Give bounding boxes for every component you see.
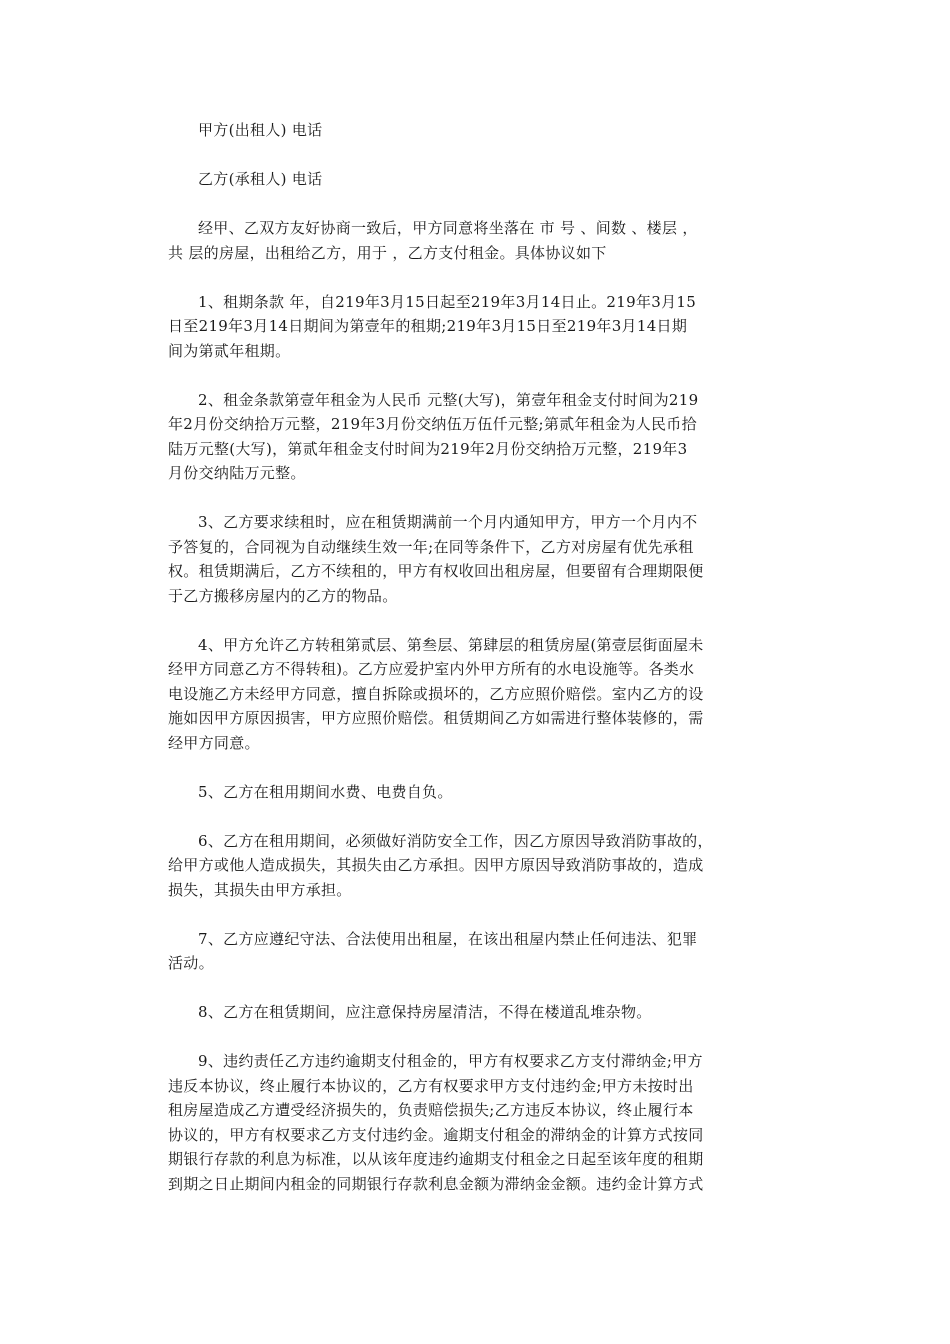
text-line: 协议的，甲方有权要求乙方支付违约金。逾期支付租金的滞纳金的计算方式按同 [168, 1125, 704, 1144]
text-line: 8、乙方在租赁期间，应注意保持房屋清洁，不得在楼道乱堆杂物。 [198, 1003, 652, 1021]
text-line: 损失，其损失由甲方承担。 [168, 880, 352, 899]
clause-7-lawful-use [168, 927, 780, 976]
document-body [168, 118, 780, 1221]
clause-3-renewal [168, 510, 780, 608]
clause-8-cleanliness [168, 1000, 780, 1025]
text-line: 3、乙方要求续租时，应在租赁期满前一个月内通知甲方，甲方一个月内不 [198, 513, 698, 531]
clause-1-lease-term [168, 290, 780, 364]
text-line: 月份交纳陆万元整。 [168, 464, 306, 482]
text-line: 于乙方搬移房屋内的乙方的物品。 [168, 586, 398, 605]
text-line: 9、违约责任乙方违约逾期支付租金的，甲方有权要求乙方支付滞纳金;甲方 [198, 1052, 703, 1070]
text-line: 经甲方同意乙方不得转租)。乙方应爱护室内外甲方所有的水电设施等。各类水 [168, 660, 695, 678]
text-line: 权。租赁期满后，乙方不续租的，甲方有权收回出租房屋，但要留有合理期限便 [168, 562, 704, 580]
text-line: 经甲、乙双方友好协商一致后，甲方同意将坐落在 市 号 、间数 、楼层 ， [198, 219, 698, 237]
text-line: 违反本协议，终止履行本协议的，乙方有权要求甲方支付违约金;甲方未按时出 [168, 1076, 694, 1095]
party-b-line [168, 167, 780, 192]
text-line: 6、乙方在租用期间，必须做好消防安全工作，因乙方原因导致消防事故的， [198, 831, 713, 850]
clause-6-fire-safety [168, 829, 780, 903]
text-line: 5、乙方在租用期间水费、电费自负。 [198, 782, 453, 801]
clause-5-utilities [168, 780, 780, 805]
text-line: 日至219年3月14日期间为第壹年的租期;219年3月15日至219年3月14日期 [168, 317, 688, 335]
party-a-line [168, 118, 780, 143]
text-line: 租房屋造成乙方遭受经济损失的，负责赔偿损失;乙方违反本协议，终止履行本 [168, 1101, 694, 1119]
text-line: 经甲方同意。 [168, 733, 260, 752]
text-line: 给甲方或他人造成损失，其损失由乙方承担。因甲方原因导致消防事故的，造成 [168, 856, 704, 874]
text-line: 2、租金条款第壹年租金为人民币 元整(大写)，第壹年租金支付时间为219 [198, 390, 699, 409]
clause-4-sublease [168, 633, 780, 756]
text-line: 4、甲方允许乙方转租第贰层、第叁层、第肆层的租赁房屋(第壹层街面屋未 [198, 635, 704, 654]
text-line: 予答复的，合同视为自动继续生效一年;在同等条件下，乙方对房屋有优先承租 [168, 537, 694, 556]
text-line: 陆万元整(大写)，第贰年租金支付时间为219年2月份交纳拾万元整，219年3 [168, 439, 688, 458]
text-line: 1、租期条款 年，自219年3月15日起至219年3月14日止。219年3月15 [198, 292, 697, 311]
text-line: 电设施乙方未经甲方同意，擅自拆除或损坏的，乙方应照价赔偿。室内乙方的设 [168, 684, 704, 703]
intro-paragraph [168, 216, 780, 265]
text-line: 到期之日止期间内租金的同期银行存款利息金额为滞纳金金额。违约金计算方式 [168, 1174, 704, 1193]
text-line: 施如因甲方原因损害，甲方应照价赔偿。租赁期间乙方如需进行整体装修的，需 [168, 709, 704, 727]
text-line: 乙方(承租人) 电话 [198, 170, 323, 188]
text-line: 期银行存款的利息为标准，以从该年度违约逾期支付租金之日起至该年度的租期 [168, 1150, 704, 1168]
clause-2-rent [168, 388, 780, 486]
text-line: 活动。 [168, 954, 214, 972]
clause-9-liability [168, 1049, 780, 1196]
text-line: 共 层的房屋，出租给乙方，用于 ，乙方支付租金。具体协议如下 [168, 243, 607, 262]
text-line: 间为第贰年租期。 [168, 341, 291, 360]
text-line: 7、乙方应遵纪守法、合法使用出租屋，在该出租屋内禁止任何违法、犯罪 [198, 929, 698, 948]
text-line: 年2月份交纳拾万元整，219年3月份交纳伍万伍仟元整;第贰年租金为人民币拾 [168, 415, 697, 433]
text-line: 甲方(出租人) 电话 [198, 121, 323, 139]
